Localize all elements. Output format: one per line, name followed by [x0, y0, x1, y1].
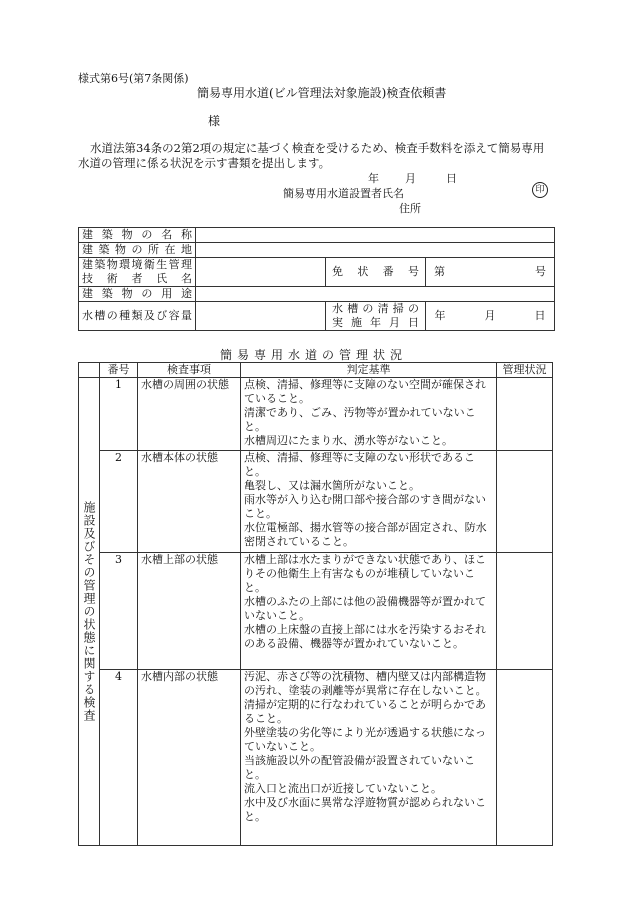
- tank-type-label: 水槽の種類及び容量: [79, 302, 196, 331]
- seal-mark: [532, 182, 548, 198]
- manager-label-line-2: 技術者氏名: [82, 272, 192, 285]
- building-location-value[interactable]: [196, 243, 555, 258]
- license-prefix: 第: [434, 265, 445, 278]
- criterion: 点検、清掃、修理等に支障のない空間が確保されていること。: [244, 378, 486, 405]
- criterion: 亀裂し、又は漏水箇所がないこと。: [244, 479, 420, 492]
- criterion: 雨水等が入り込む開口部や接合部のすき間がないこと。: [244, 493, 486, 520]
- row-criteria: [241, 451, 497, 553]
- intro-line-2: 水道の管理に係る状況を示す書類を提出します。: [78, 156, 331, 170]
- manager-label-line-1: 建築物環境衛生管理: [82, 258, 192, 271]
- col-header-criteria: 判定基準: [241, 363, 497, 378]
- criterion: 水槽のふたの上部には他の設備機器等が置かれていないこと。: [244, 595, 486, 622]
- cleaning-date-label: [326, 302, 426, 331]
- building-name-label: 建築物の名称: [79, 228, 196, 243]
- manager-label: [79, 258, 196, 287]
- date-year: 年: [368, 172, 379, 185]
- row-number: 2: [100, 451, 138, 553]
- applicant-name-label: 簡易専用水道設置者氏名: [283, 187, 404, 200]
- cleaning-date-label-line-2: 実施年月日: [332, 316, 419, 329]
- row-status-value[interactable]: [497, 670, 553, 846]
- row-item: 水槽上部の状態: [138, 553, 241, 670]
- criterion: 水位電極部、揚水管等の接合部が固定され、防水密閉されていること。: [244, 521, 487, 548]
- criterion: 汚泥、赤さび等の沈積物、槽内壁又は内部構造物の汚れ、塗装の剥離等が異常に存在しないこと。: [244, 670, 487, 697]
- date-day: 日: [446, 172, 457, 185]
- row-criteria: [241, 553, 497, 670]
- building-location-label: 建築物の所在地: [79, 243, 196, 258]
- manager-name-value[interactable]: [196, 258, 326, 287]
- license-suffix: 号: [535, 265, 547, 278]
- criterion: 水槽周辺にたまり水、湧水等がないこと。: [244, 434, 453, 447]
- building-use-value[interactable]: [196, 287, 555, 302]
- category-label: 施設及びその管理の状態に関する検査: [82, 501, 96, 722]
- cleaning-date-value[interactable]: [426, 302, 555, 331]
- intro-line-1: 水道法第34条の2第2項の規定に基づく検査を受けるため、検査手数料を添えて簡易専用: [90, 141, 545, 155]
- col-header-status: 管理状況: [497, 363, 553, 378]
- row-number: 3: [100, 553, 138, 670]
- header-blank: [79, 363, 100, 378]
- criterion: 清潔であり、ごみ、汚物等が置かれていないこと。: [244, 406, 476, 433]
- criterion: 当該施設以外の配管設備が設置されていないこと。: [244, 754, 475, 781]
- row-criteria: [241, 378, 497, 451]
- clean-year: 年: [434, 309, 446, 322]
- criterion: 外壁塗装の劣化等により光が透過する状態になっていないこと。: [244, 726, 486, 753]
- clean-day: 日: [534, 309, 546, 322]
- management-status-table: [78, 362, 553, 846]
- form-number: 様式第6号(第7条関係): [78, 72, 189, 85]
- tank-type-value[interactable]: [196, 302, 326, 331]
- criterion: 流入口と流出口が近接していないこと。: [244, 782, 442, 795]
- criterion: 点検、清掃、修理等に支障のない形状であること。: [244, 451, 475, 478]
- criterion: 水中及び水面に異常な浮遊物質が認められないこと。: [244, 796, 486, 823]
- building-use-label: 建築物の用途: [79, 287, 196, 302]
- license-number-label: 免状番号: [326, 258, 426, 287]
- criterion: 水槽の上床盤の直接上部には水を汚染するおそれのある設備、機器等が置かれていないこと。: [244, 623, 486, 650]
- row-status-value[interactable]: [497, 451, 553, 553]
- row-item: 水槽本体の状態: [138, 451, 241, 553]
- date-month: 月: [405, 172, 416, 185]
- row-number: 1: [100, 378, 138, 451]
- row-item: 水槽の周囲の状態: [138, 378, 241, 451]
- col-header-item: 検査事項: [138, 363, 241, 378]
- cleaning-date-label-line-1: 水槽の清掃の: [332, 302, 419, 315]
- criterion: 水槽上部は水たまりができない状態であり、ほこりその他衛生上有害なものが堆積していないこと。: [244, 553, 486, 594]
- row-status-value[interactable]: [497, 378, 553, 451]
- row-number: 4: [100, 670, 138, 846]
- document-title: 簡易専用水道(ビル管理法対象施設)検査依頼書: [197, 86, 447, 100]
- seal-text: 印: [535, 185, 545, 195]
- category-cell: [79, 378, 100, 846]
- building-name-value[interactable]: [196, 228, 555, 243]
- address-label: 住所: [399, 202, 421, 215]
- addressee-suffix: 様: [208, 114, 221, 128]
- row-status-value[interactable]: [497, 553, 553, 670]
- building-info-table: [78, 227, 555, 331]
- row-criteria: [241, 670, 497, 846]
- criterion: 清掃が定期的に行なわれていることが明らかであること。: [244, 698, 486, 725]
- license-number-value[interactable]: [426, 258, 555, 287]
- status-table-title: 簡易専用水道の管理状況: [220, 348, 408, 362]
- clean-month: 月: [484, 309, 496, 322]
- col-header-number: 番号: [100, 363, 138, 378]
- row-item: 水槽内部の状態: [138, 670, 241, 846]
